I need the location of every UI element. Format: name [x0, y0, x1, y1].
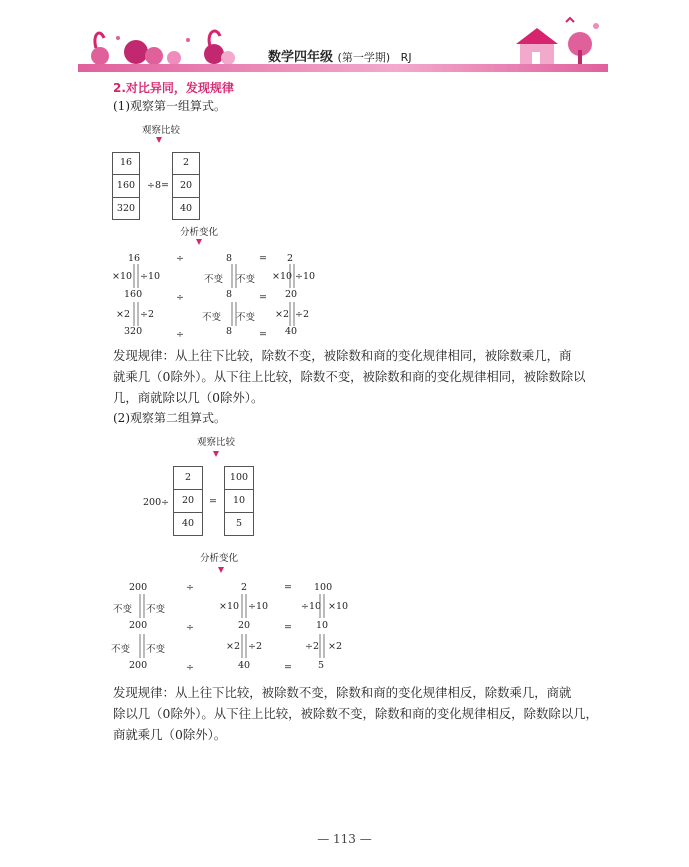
header-decoration-right [500, 14, 608, 68]
page-number: — 113 — [317, 832, 372, 846]
p2-change1-right-b: ×2 [328, 641, 343, 652]
part2-conclusion-line: 商就乘几（0除外）。 [113, 727, 227, 742]
part1-conclusion-line: 发现规律：从上往下比较，除数不变，被除数和商的变化规律相同，被除数乘几，商 [113, 348, 572, 363]
p2-row1-eq: = [284, 622, 292, 633]
part2-heading: (2)观察第二组算式。 [113, 411, 226, 425]
p1-change1-mid-b: 不变 [236, 312, 256, 323]
part1-dividend-cell: 320 [116, 203, 136, 214]
part1-quotient-cell: 2 [182, 157, 190, 168]
p2-row2-eq: = [284, 662, 292, 673]
book-title: 数学四年级 [268, 50, 334, 65]
part2-divisor-divider [173, 512, 203, 513]
p2-change1-mid-b: ÷2 [248, 641, 263, 652]
part2-analyze-label: 分析变化 [200, 553, 239, 564]
part1-quotient-divider [172, 174, 200, 175]
p2-row2-dividend: 200 [129, 660, 148, 671]
part2-operator: 200÷ [143, 497, 170, 508]
p2-row2-quotient: 5 [318, 660, 325, 671]
p1-change0-left-b: ÷10 [140, 271, 161, 282]
header-decoration-left [78, 20, 248, 68]
part1-analyze-arrow [196, 239, 202, 245]
header-title [268, 46, 412, 65]
p1-change1-left-b: ÷2 [140, 309, 155, 320]
p1-row1-quotient: 20 [285, 289, 298, 300]
part2-conclusion-line: 发现规律：从上往下比较，被除数不变，除数和商的变化规律相反，除数乘几，商就 [113, 685, 572, 700]
p1-row2-dividend: 320 [124, 326, 143, 337]
part1-heading: (1)观察第一组算式。 [113, 99, 226, 113]
part2-observe-arrow [213, 451, 219, 457]
part1-conclusion-line: 就乘几（0除外）。从下往上比较，除数不变，被除数和商的变化规律相同，被除数除以 [113, 369, 586, 384]
part1-dividend-cell: 160 [116, 180, 136, 191]
p1-row0-eq: = [259, 253, 267, 264]
p2-change0-right-a: ÷10 [301, 601, 322, 612]
part1-observe-arrow [156, 137, 162, 143]
p2-change1-left-b: 不变 [146, 644, 166, 655]
part2-quotient-cell: 5 [235, 518, 243, 529]
p2-row2-divisor: 40 [238, 660, 251, 671]
p1-row2-eq: = [259, 329, 267, 340]
p1-change1-right-b: ÷2 [295, 309, 310, 320]
part1-dividend-divider [112, 197, 140, 198]
p2-change0-left-b: 不变 [146, 604, 166, 615]
p1-change0-mid-b: 不变 [236, 274, 256, 285]
part1-dividend-divider [112, 174, 140, 175]
p1-row0-div: ÷ [176, 253, 184, 264]
part1-observe-label: 观察比较 [142, 125, 181, 136]
p1-row2-divisor: 8 [226, 326, 233, 337]
p1-change0-right-a: ×10 [272, 271, 293, 282]
p1-row2-quotient: 40 [285, 326, 298, 337]
p2-change1-mid-a: ×2 [226, 641, 241, 652]
p2-row1-div: ÷ [186, 622, 194, 633]
p1-row0-divisor: 8 [226, 253, 233, 264]
section-title: 2.对比异同，发现规律 [113, 81, 234, 95]
p2-row0-eq: = [284, 582, 292, 593]
p1-row1-divisor: 8 [226, 289, 233, 300]
p2-row0-quotient: 100 [314, 582, 333, 593]
p2-change1-right-a: ÷2 [305, 641, 320, 652]
p2-change0-left-a: 不变 [113, 604, 133, 615]
part2-quotient-cell: 100 [229, 472, 249, 483]
p1-row0-dividend: 16 [128, 253, 141, 264]
part1-quotient-cell: 20 [179, 180, 193, 191]
part2-bracket-arrows [110, 588, 350, 670]
p1-row1-div: ÷ [176, 292, 184, 303]
part1-conclusion-line: 几，商就除以几（0除外）。 [113, 390, 264, 405]
part2-conclusion-line: 除以几（0除外）。从下往上比较，被除数不变，除数和商的变化规律相反，除数除以几， [113, 706, 598, 721]
part1-quotient-cell: 40 [179, 203, 193, 214]
p1-change0-right-b: ÷10 [295, 271, 316, 282]
part1-quotient-divider [172, 197, 200, 198]
book-subtitle: (第一学期) [337, 51, 391, 64]
header-band [78, 64, 608, 72]
part1-bracket-arrows [110, 258, 320, 340]
p1-row1-dividend: 160 [124, 289, 143, 300]
p2-row0-div: ÷ [186, 582, 194, 593]
part2-divisor-cell: 2 [184, 472, 192, 483]
p2-row0-divisor: 2 [241, 582, 248, 593]
part1-analyze-label: 分析变化 [180, 227, 219, 238]
book-edition: RJ [400, 51, 412, 64]
part2-quotient-divider [224, 489, 254, 490]
p2-row0-dividend: 200 [129, 582, 148, 593]
p2-row1-quotient: 10 [316, 620, 329, 631]
p1-change1-right-a: ×2 [275, 309, 290, 320]
p1-change0-mid-a: 不变 [204, 274, 224, 285]
p1-change1-left-a: ×2 [116, 309, 131, 320]
p1-change0-left-a: ×10 [112, 271, 133, 282]
p2-row1-dividend: 200 [129, 620, 148, 631]
part2-analyze-arrow [218, 567, 224, 573]
p2-row2-div: ÷ [186, 662, 194, 673]
part2-divisor-cell: 20 [181, 495, 195, 506]
p1-row0-quotient: 2 [287, 253, 294, 264]
part2-quotient-divider [224, 512, 254, 513]
part2-divisor-divider [173, 489, 203, 490]
part2-observe-label: 观察比较 [197, 437, 236, 448]
p2-change0-mid-b: ÷10 [248, 601, 269, 612]
part2-quotient-cell: 10 [232, 495, 246, 506]
part2-divisor-cell: 40 [181, 518, 195, 529]
p1-row2-div: ÷ [176, 329, 184, 340]
p1-row1-eq: = [259, 292, 267, 303]
part1-dividend-cell: 16 [119, 157, 133, 168]
p2-change0-right-b: ×10 [328, 601, 349, 612]
p2-change0-mid-a: ×10 [219, 601, 240, 612]
p2-change1-left-a: 不变 [111, 644, 131, 655]
p1-change1-mid-a: 不变 [202, 312, 222, 323]
part1-operator: ÷8= [147, 180, 169, 191]
p2-row1-divisor: 20 [238, 620, 251, 631]
part2-eq: = [209, 496, 217, 507]
